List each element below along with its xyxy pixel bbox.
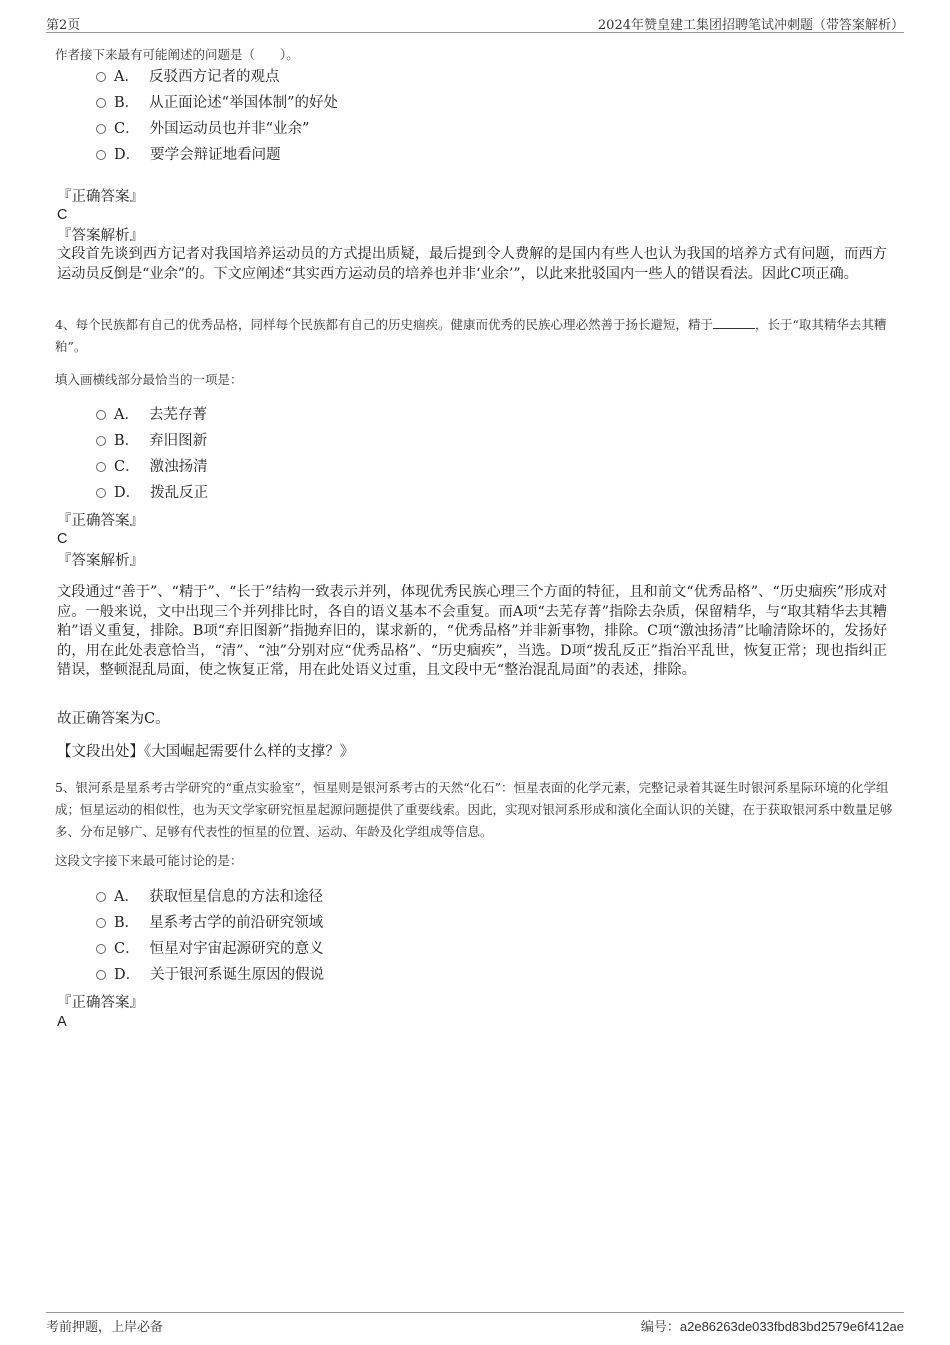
q5-option-a[interactable]: A． 获取恒星信息的方法和途径 <box>96 887 323 907</box>
q4-option-d[interactable]: D． 拨乱反正 <box>96 483 208 503</box>
q5-option-b[interactable]: B． 星系考古学的前沿研究领域 <box>96 913 323 933</box>
radio-icon[interactable] <box>96 488 106 498</box>
q4-prompt: 填入画横线部分最恰当的一项是： <box>55 372 243 387</box>
footer-slogan: 考前押题，上岸必备 <box>46 1320 164 1335</box>
fill-blank <box>713 315 755 329</box>
q4-option-a[interactable]: A． 去芜存菁 <box>96 405 207 425</box>
page-number: 第2页 <box>46 18 81 33</box>
radio-icon[interactable] <box>96 436 106 446</box>
q4-analysis-label: 『答案解析』 <box>57 553 144 569</box>
radio-icon[interactable] <box>96 918 106 928</box>
document-title: 2024年赞皇建工集团招聘笔试冲刺题（带答案解析） <box>597 18 904 33</box>
q3-answer: C <box>57 207 68 223</box>
radio-icon[interactable] <box>96 410 106 420</box>
q3-analysis-label: 『答案解析』 <box>57 228 144 244</box>
radio-icon[interactable] <box>96 72 106 82</box>
radio-icon[interactable] <box>96 150 106 160</box>
q3-analysis: 文段首先谈到西方记者对我国培养运动员的方式提出质疑，最后提到令人费解的是国内有些人也认为我国的培养方式有问题，而西方运动员反倒是“业余”的。下文应阐述“其实西方运动员的培养也并非‘业余’”，以此来批驳国内一些人的错误看法。因此C项正确。 <box>57 246 887 282</box>
q4-option-b[interactable]: B． 弃旧图新 <box>96 431 207 451</box>
radio-icon[interactable] <box>96 944 106 954</box>
q3-option-c[interactable]: C． 外国运动员也并非“业余” <box>96 119 309 139</box>
q3-option-a[interactable]: A． 反驳西方记者的观点 <box>96 67 279 87</box>
page-header <box>46 14 904 33</box>
q5-answer-label: 『正确答案』 <box>57 995 144 1011</box>
q4-stem: 4、每个民族都有自己的优秀品格，同样每个民族都有自己的历史痼疾。健康而优秀的民族心理必然善于扬长避短，精于 ，长于“取其精华去其糟粕”。 <box>55 317 887 354</box>
document-code: 编号：a2e86263de033fbd83bd2579e6f412ae <box>640 1319 904 1334</box>
q3-stem: 作者接下来最有可能阐述的问题是（ ）。 <box>55 47 299 62</box>
q5-stem: 5、银河系是星系考古学研究的“重点实验室”，恒星则是银河系考古的天然“化石”：恒星表面的化学元素，完整记录着其诞生时银河系星际环境的化学组成；恒星运动的相似性，也为天文学家研究恒星起源问题提供了重要线索。因此，实现对银河系形成和演化全面认识的关键，在于获取银河系中数量足够多、分布足够广、足够有代表性的恒星的位置、运动、年龄及化学组成等信息。 <box>55 780 893 839</box>
q5-option-d[interactable]: D． 关于银河系诞生原因的假说 <box>96 965 324 985</box>
q3-answer-label: 『正确答案』 <box>57 189 144 205</box>
q4-source: 【文段出处】《大国崛起需要什么样的支撑？》 <box>57 744 355 760</box>
radio-icon[interactable] <box>96 892 106 902</box>
radio-icon[interactable] <box>96 124 106 134</box>
q3-option-b[interactable]: B． 从正面论述“举国体制”的好处 <box>96 93 338 113</box>
page-footer <box>46 1312 904 1335</box>
q4-analysis: 文段通过“善于”、“精于”、“长于”结构一致表示并列，体现优秀民族心理三个方面的特征，且和前文“优秀品格”、“历史痼疾”形成对应。一般来说，文中出现三个并列排比时，各自的语义基本不会重复。而A项“去芜存菁”指除去杂质，保留精华，与“取其精华去其糟粕”语义重复，排除。B项“弃旧图新”指抛弃旧的，谋求新的，“优秀品格”并非新事物，排除。C项“激浊扬清”比喻清除坏的，发扬好的，用在此处表意恰当，“清”、“浊”分别对应“优秀品格”、“历史痼疾”，当选。D项“拨乱反正”指治平乱世，恢复正常；现也指纠正错误，整顿混乱局面，使之恢复正常，用在此处语义过重，且文段中无“整治混乱局面”的表述，排除。 <box>57 584 887 678</box>
q3-option-d[interactable]: D． 要学会辩证地看问题 <box>96 145 281 165</box>
q4-option-c[interactable]: C． 激浊扬清 <box>96 457 208 477</box>
q4-conclusion: 故正确答案为C。 <box>57 711 170 727</box>
q5-option-c[interactable]: C． 恒星对宇宙起源研究的意义 <box>96 939 324 959</box>
q5-answer: A <box>57 1014 67 1030</box>
q4-answer-label: 『正确答案』 <box>57 513 144 529</box>
radio-icon[interactable] <box>96 970 106 980</box>
q4-answer: C <box>57 531 68 547</box>
radio-icon[interactable] <box>96 98 106 108</box>
q5-prompt: 这段文字接下来最可能讨论的是： <box>55 853 243 868</box>
radio-icon[interactable] <box>96 462 106 472</box>
